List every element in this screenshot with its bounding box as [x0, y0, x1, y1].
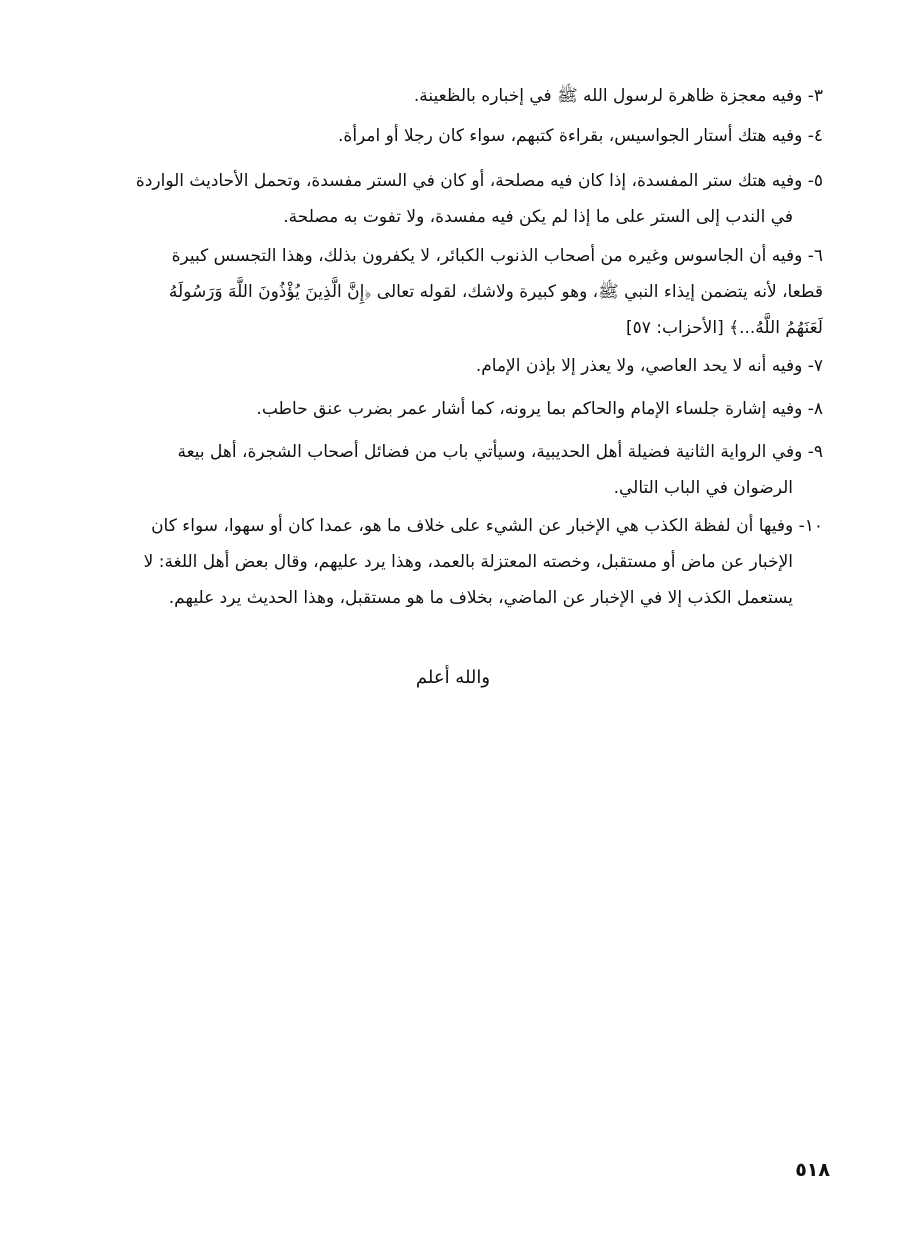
list-item [118, 163, 823, 235]
list-item [118, 118, 823, 154]
list-item [118, 434, 823, 506]
list-item [118, 238, 823, 346]
item-line: ٣- وفيه معجزة ظاهرة لرسول الله ﷺ في إخباره بالظعينة. [413, 86, 823, 106]
list-item [118, 348, 823, 384]
item-line: ٩- وفي الرواية الثانية فضيلة أهل الحديبية، وسيأتي باب من فضائل أصحاب الشجرة، أهل بيعة [177, 442, 823, 462]
item-line: ٥- وفيه هتك ستر المفسدة، إذا كان فيه مصلحة، أو كان في الستر مفسدة، وتحمل الأحاديث الواردة [135, 171, 823, 191]
item-line: ٤- وفيه هتك أستار الجواسيس، بقراءة كتبهم، سواء كان رجلا أو امرأة. [338, 126, 823, 146]
item-line-continued: الرضوان في الباب التالي. [613, 478, 793, 498]
list-item [118, 391, 823, 427]
item-line-continued: يستعمل الكذب إلا في الإخبار عن الماضي، بخلاف ما هو مستقبل، وهذا الحديث يرد عليهم. [168, 588, 793, 608]
list-item [118, 508, 823, 616]
item-line: ٦- وفيه أن الجاسوس وغيره من أصحاب الذنوب الكبائر، لا يكفرون بذلك، وهذا التجسس كبيرة [171, 246, 823, 266]
item-line: ٧- وفيه أنه لا يحد العاصي، ولا يعذر إلا بإذن الإمام. [475, 356, 823, 376]
list-item [118, 78, 823, 114]
item-line-continued: قطعا، لأنه يتضمن إيذاء النبي ﷺ، وهو كبيرة ولاشك، لقوله تعالى ﴿إِنَّ الَّذِينَ يُؤْذُونَ اللَّهَ وَرَسُولَهُ [168, 282, 823, 302]
item-line: ٨- وفيه إشارة جلساء الإمام والحاكم بما يرونه، كما أشار عمر بضرب عنق حاطب. [256, 399, 823, 419]
page-number: ٥١٨ [795, 1159, 830, 1181]
item-line-continued: الإخبار عن ماض أو مستقبل، وخصته المعتزلة بالعمد، وهذا يرد عليهم، وقال بعض أهل اللغة: لا [143, 552, 793, 572]
item-line-continued: في الندب إلى الستر على ما إذا لم يكن فيه مفسدة، ولا تفوت به مصلحة. [283, 207, 793, 227]
item-line-continued: لَعَنَهُمُ اللَّهُ...﴾ [الأحزاب: ٥٧] [626, 318, 823, 338]
closing-phrase: والله أعلم [415, 667, 491, 688]
item-line: ١٠- وفيها أن لفظة الكذب هي الإخبار عن الشيء على خلاف ما هو، عمدا كان أو سهوا، سواء كان [151, 516, 823, 536]
